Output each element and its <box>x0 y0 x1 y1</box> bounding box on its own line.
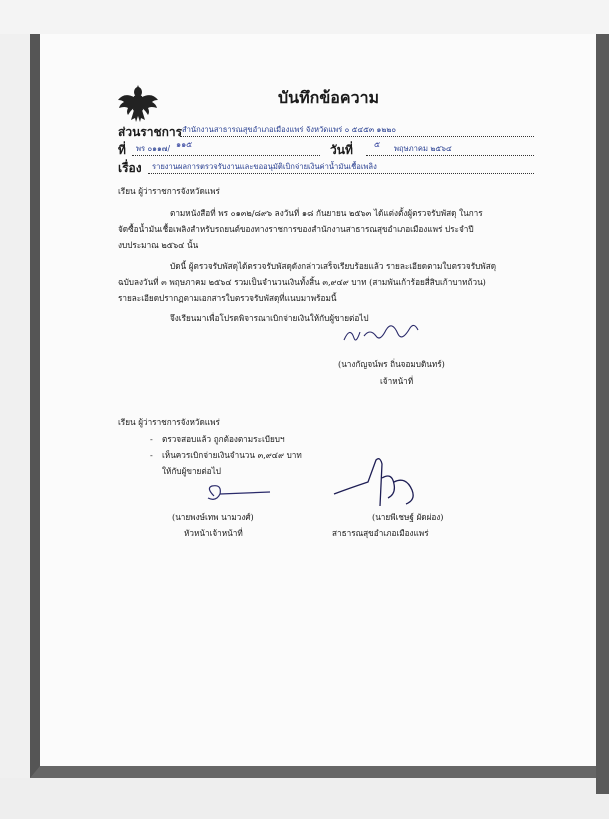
memo-page <box>30 34 596 778</box>
date-label: วันที่ <box>330 143 353 157</box>
signer-1-name: (นางกัญจน์พร ถิ่นจอมบดินทร์) <box>338 359 445 369</box>
signer-2-position: หัวหน้าเจ้าหน้าที่ <box>184 528 243 538</box>
scan-top-margin <box>0 0 609 34</box>
ref-value: พร ๐๑๑๗/ <box>136 144 171 153</box>
subject-label: เรื่อง <box>118 161 142 175</box>
signature-3 <box>330 454 430 514</box>
signature-1 <box>340 318 430 348</box>
signer-3-name: (นายพีเชษฐ์ ผัดผ่อง) <box>372 512 444 522</box>
signer-2-name: (นายพงษ์เทพ นามวงศ์) <box>172 512 254 522</box>
section-2-item-1: ตรวจสอบแล้ว ถูกต้องตามระเบียบฯ <box>162 434 285 444</box>
salutation: เรียน ผู้ว่าราชการจังหวัดแพร่ <box>118 186 220 196</box>
paragraph-3: จึงเรียนมาเพื่อโปรดพิจารณาเบิกจ่ายเงินให้กับผู้ขายต่อไป <box>170 313 369 323</box>
section-2-item-2: เห็นควรเบิกจ่ายเงินจำนวน ๓,๙๔๙ บาท <box>162 450 302 460</box>
agency-label: ส่วนราชการ <box>118 125 183 139</box>
signer-3-position: สาธารณสุขอำเภอเมืองแพร่ <box>332 528 429 538</box>
ref-number: ๑๑๕ <box>176 140 193 149</box>
paragraph-2-line-2: ฉบับลงวันที่ ๓ พฤษภาคม ๒๕๖๔ รวมเป็นจำนวนเงินทั้งสิ้น ๓,๙๔๙ บาท (สามพันเก้าร้อยสี่สิบเก้าบาทถ้วน) <box>118 277 486 287</box>
paragraph-2-line-3: รายละเอียดปรากฏตามเอกสารใบตรวจรับพัสดุที่แนบมาพร้อมนี้ <box>118 293 337 303</box>
scan-left-margin <box>0 34 30 819</box>
bullet-1: - <box>150 434 153 444</box>
signature-2 <box>200 482 280 506</box>
agency-value: สำนักงานสาธารณสุขอำเภอเมืองแพร่ จังหวัดแพร่ ๐ ๕๔๕๓ ๑๒๒๐ <box>182 125 396 134</box>
signer-1-position: เจ้าหน้าที่ <box>380 376 414 386</box>
ref-line <box>132 155 320 156</box>
bullet-2: - <box>150 450 153 460</box>
agency-line <box>180 136 534 137</box>
memo-title: บันทึกข้อความ <box>278 88 380 107</box>
date-value: พฤษภาคม ๒๕๖๔ <box>394 144 452 153</box>
section-2-item-2-cont: ให้กับผู้ขายต่อไป <box>162 466 221 476</box>
garuda-emblem-icon <box>116 82 160 126</box>
subject-value: รายงานผลการตรวจรับงานและขออนุมัติเบิกจ่ายเงินค่าน้ำมันเชื้อเพลิง <box>152 162 377 171</box>
date-day: ๕ <box>374 140 381 149</box>
paragraph-2-line-1: บัดนี้ ผู้ตรวจรับพัสดุได้ตรวจรับพัสดุดังกล่าวเสร็จเรียบร้อยแล้ว รายละเอียดตามใบตรวจรับพัสดุ <box>170 261 497 271</box>
scan-right-edge <box>596 34 609 794</box>
paragraph-1-line-3: งบประมาณ ๒๕๖๔ นั้น <box>118 240 199 250</box>
paragraph-1-line-1: ตามหนังสือที่ พร ๐๑๓๒/๘๙๖ ลงวันที่ ๑๘ กันยายน ๒๕๖๓ ได้แต่งตั้งผู้ตรวจรับพัสดุ ในการ <box>170 208 483 218</box>
date-line <box>366 155 534 156</box>
scan-bottom-margin <box>0 778 609 819</box>
section-2-salutation: เรียน ผู้ว่าราชการจังหวัดแพร่ <box>118 417 220 427</box>
paragraph-1-line-2: จัดซื้อน้ำมันเชื้อเพลิงสำหรับรถยนต์ของทางราชการของสำนักงานสาธารณสุขอำเภอเมืองแพร่ ประจำปี <box>118 224 474 234</box>
subject-line <box>148 173 534 174</box>
ref-label: ที่ <box>118 143 126 157</box>
